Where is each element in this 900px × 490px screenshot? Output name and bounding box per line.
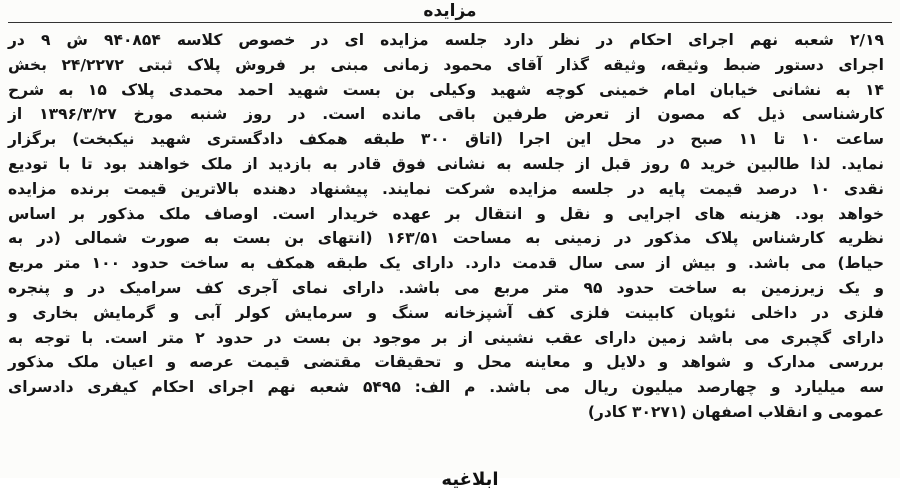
notice-line: و یک زیرزمین به ساخت حدود ۹۵ متر مربع می باشد. دارای نمای آجری کف سرامیک در و پنجره — [8, 278, 884, 297]
notice-line: بررسی مدارک و شواهد و دلایل و معاینه محل و تحقیقات مقتضی قیمت عرصه و اعیان ملک مذکور — [8, 353, 884, 372]
notice-line: عمومی و انقلاب اصفهان (۳۰۲۷۱ کادر) — [587, 402, 884, 421]
notice-title: مزایده — [423, 1, 477, 21]
notice-line: حیاط) می باشد. و بیش از سی سال قدمت دارد. دارای یک طبقه همکف به ساخت حدود ۱۰۰ متر مربع — [8, 254, 884, 273]
notice-line: سه میلیارد و چهارصد میلیون ریال می باشد. م الف: ۵۴۹۵ شعبه نهم اجرای احکام کیفری دادسرای — [8, 378, 884, 397]
notice-line: ۱۴ به نشانی خیابان امام خمینی کوچه شهید وکیلی بن بست شهید احمد محمدی پلاک ۱۵ به شرح — [8, 80, 884, 99]
notice-line: اجرای دستور ضبط وثیقه، وثیقه گذار آقای محمود زمانی مبنی بر فروش پلاک ثبتی ۲۴/۲۲۷۲ بخش — [8, 55, 884, 74]
title-divider — [8, 22, 892, 23]
notice-line: نقدی ۱۰ درصد قیمت پایه در جلسه مزایده شرکت نمایند. پیشنهاد دهنده بالاترین قیمت برنده مزایده — [8, 179, 884, 198]
notice-line: ۲/۱۹ شعبه نهم اجرای احکام در نظر دارد جلسه مزایده ای در خصوص کلاسه ۹۴۰۸۵۴ ش ۹ در — [8, 31, 885, 49]
notice-line: دارای گچبری می باشد زمین دارای عقب نشینی از بر موجود بن بست در حدود ۲ متر است. با توجه به — [8, 328, 884, 347]
notice-line: کارشناسی ذیل که مصون از تعرض طرفین باقی مانده است. در روز شنبه مورخ ۱۳۹۶/۳/۲۷ از — [8, 105, 884, 124]
notice-line: فلزی در داخلی نئوپان کابینت فلزی کف آشپزخانه سنگ و سرمایش کولر آبی و گرمایش بخاری و — [8, 303, 884, 322]
notice-line: نماید. لذا طالبین خرید ۵ روز قبل از جلسه به نشانی فوق قادر به بازدید از ملک خواهند بود تا با تودیع — [8, 154, 884, 173]
notice-line: ساعت ۱۰ تا ۱۱ صبح در محل این اجرا (اتاق ۳۰۰ طبقه همکف دادگستری شهید نیکبخت) برگزار — [8, 130, 884, 149]
notice-body — [8, 28, 884, 472]
notice-line: نظریه کارشناس پلاک مذکور در زمینی به مساحت ۱۶۳/۵۱ (انتهای بن بست به صورت شمالی (در به — [8, 229, 885, 248]
next-notice-heading: ابلاغیه — [441, 469, 499, 490]
notice-line: خواهد بود. هزینه های اجرایی و نقل و انتقال بر عهده خریدار است. اوصاف ملک مذکور بر اساس — [8, 204, 884, 223]
